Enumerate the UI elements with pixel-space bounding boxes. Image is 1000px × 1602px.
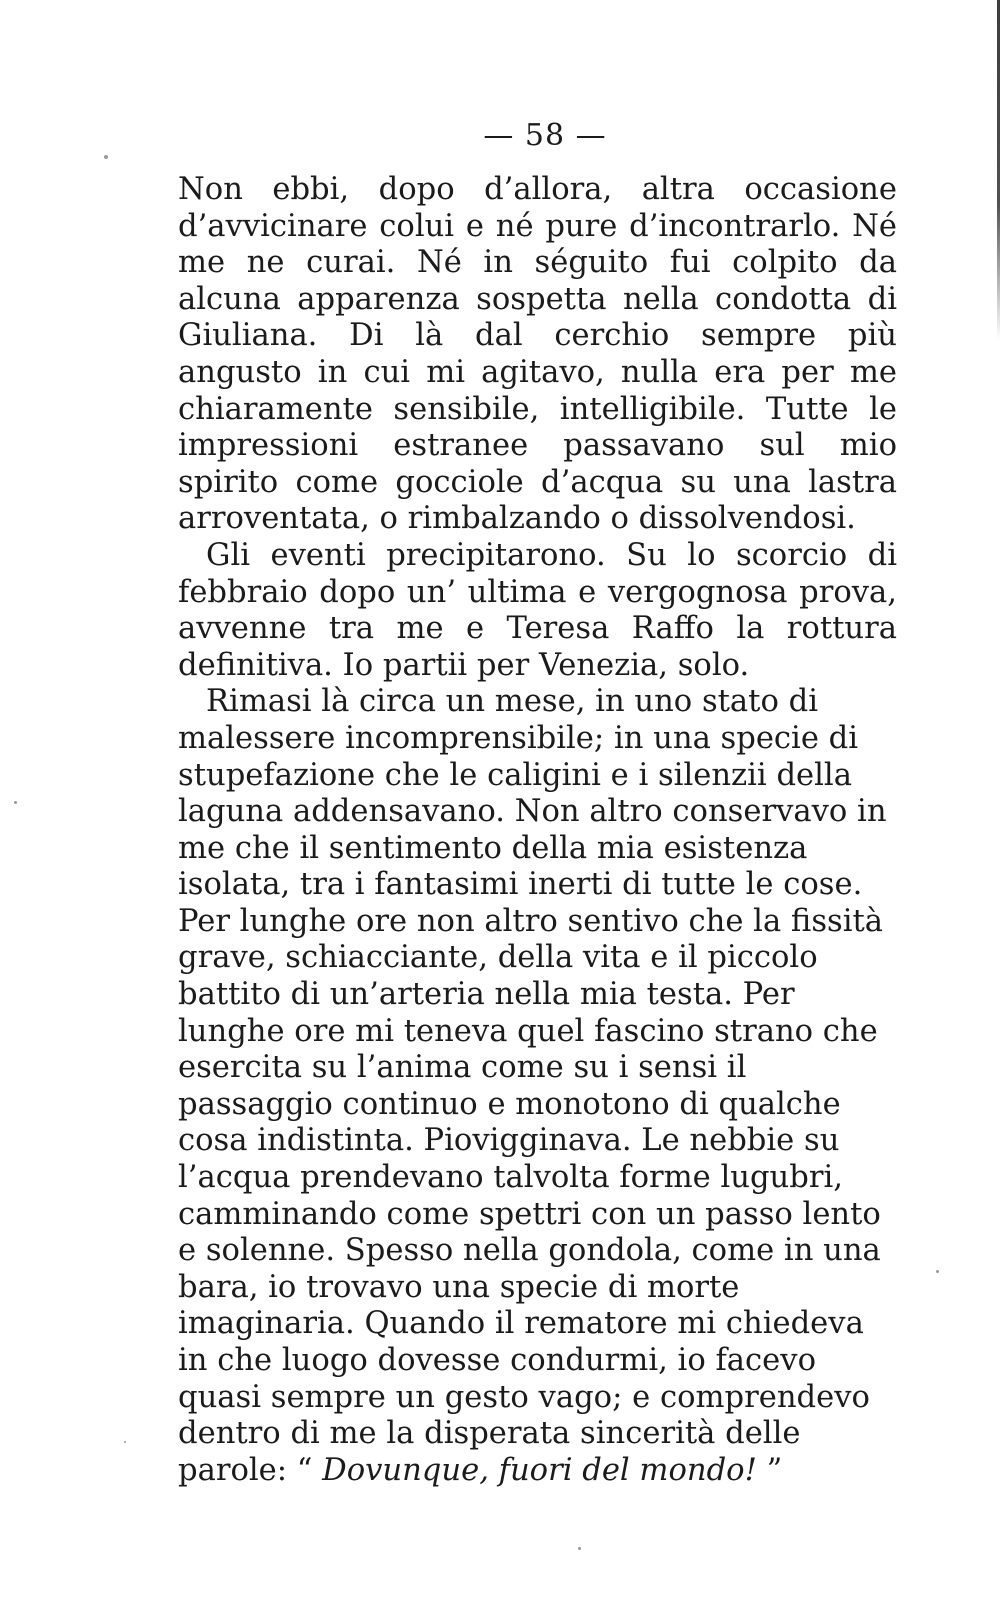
paper-speck	[14, 801, 17, 804]
paper-speck	[124, 1441, 126, 1443]
quote-open-mark: “	[287, 1452, 323, 1488]
body-text	[178, 172, 897, 1489]
paper-speck	[104, 155, 108, 159]
paragraph-2: Gli eventi precipitarono. Su lo scorcio di febbraio dopo un’ ultima e vergognosa prova, avvenne tra me e Teresa Raffo la rottura definitiva. Io partii per Venezia, solo.	[178, 537, 897, 683]
paragraph-3	[178, 684, 897, 1489]
page-number: — 58 —	[483, 118, 607, 153]
quote-close-mark: ”	[756, 1452, 783, 1488]
paper-speck	[578, 1547, 581, 1550]
paper-speck	[936, 1270, 939, 1273]
italic-quote: Dovunque, fuori del mondo!	[322, 1452, 757, 1488]
paragraph-1: Non ebbi, dopo d’allora, altra occasione d’avvicinare colui e né pure d’incontrarlo. Né me ne curai. Né in séguito fui colpito da alcuna apparenza sospetta nella condotta di Giuliana. Di là dal cerchio sempre più angusto in cui mi agitavo, nulla era per me chiaramente sensibile, intelligibile. Tutte le impressioni estranee passavano sul mio spirito come gocciole d’acqua su una lastra arroventata, o rimbalzando o dissolvendosi.	[178, 172, 897, 537]
paragraph-3-text: Rimasi là circa un mese, in uno stato di malessere incomprensibile; in una specie di stupefazione che le caligini e i silenzii della laguna addensavano. Non altro conservavo in me che il sentimento della mia esistenza isolata, tra i fantasimi inerti di tutte le cose. Per lunghe ore non altro sentivo che la fissità grave, schiacciante, della vita e il piccolo battito di un’arteria nella mia testa. Per lunghe ore mi teneva quel fascino strano che esercita su l’anima come su i sensi il passaggio continuo e monotono di qualche cosa indistinta. Piovigginava. Le nebbie su l’acqua prendevano talvolta forme lugubri, camminando come spettri con un passo lento e solenne. Spesso nella gondola, come in una bara, io trovavo una specie di morte imaginaria. Quando il rematore mi chiedeva in che luogo dovesse condurmi, io facevo quasi sempre un gesto vago; e comprendevo dentro di me la disperata sincerità delle parole:	[178, 684, 887, 1488]
